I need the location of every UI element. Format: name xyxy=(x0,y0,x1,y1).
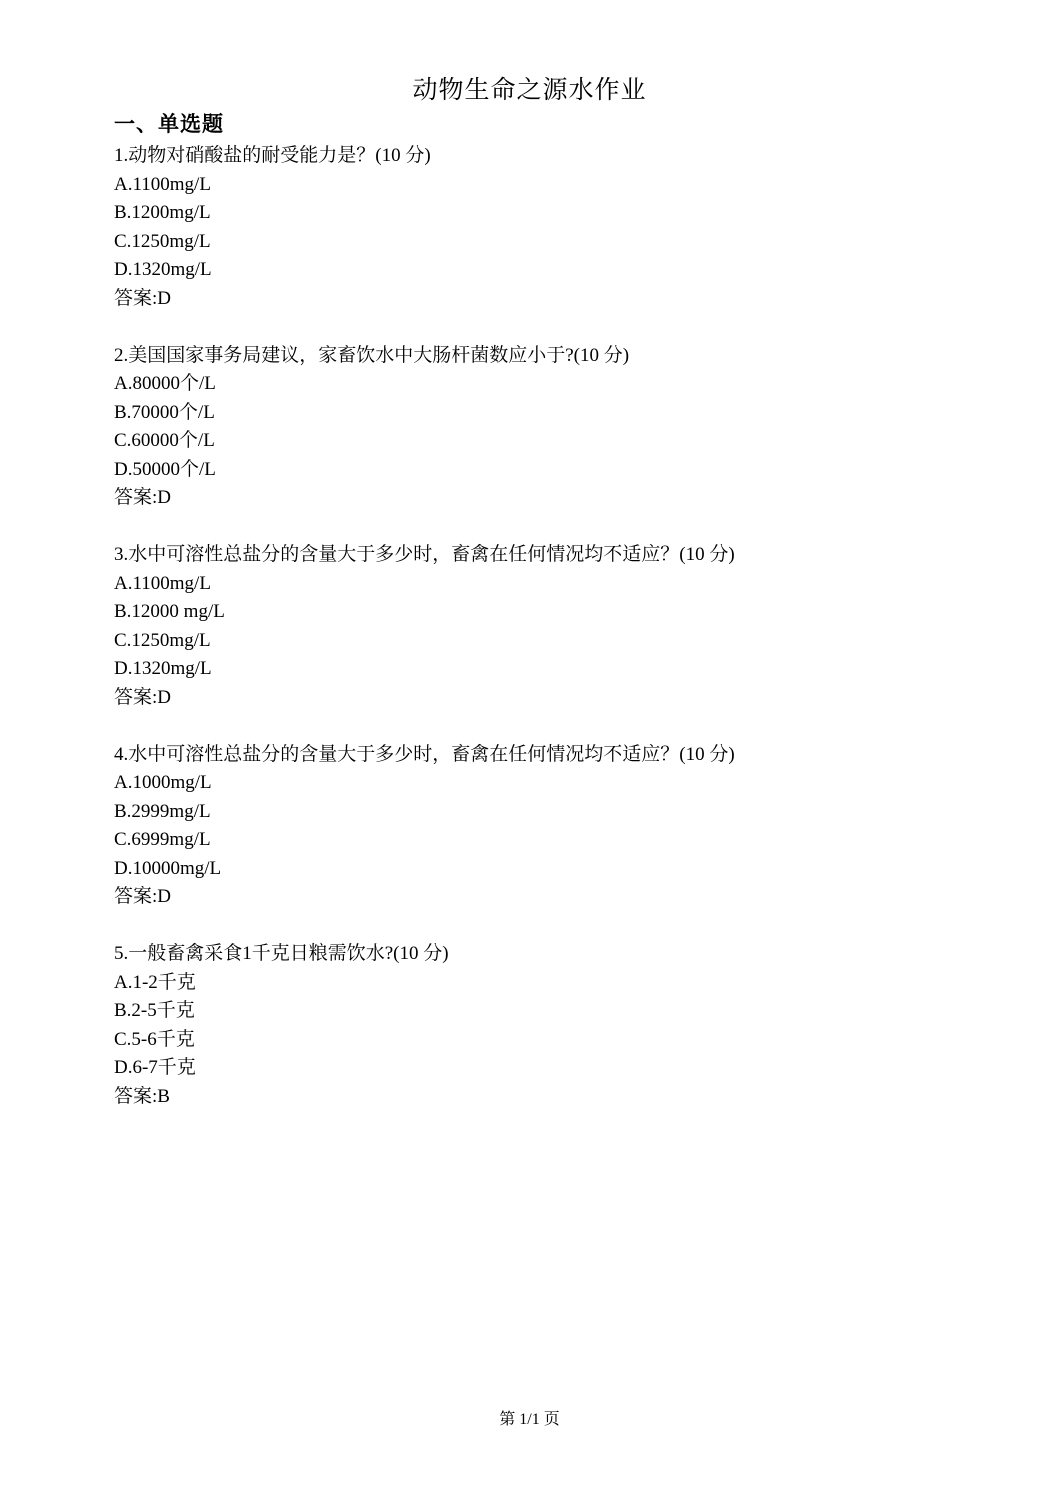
option-c: C.5-6千克 xyxy=(114,1028,195,1050)
option-d: D.50000个/L xyxy=(114,458,216,480)
option-a: A.1000mg/L xyxy=(114,772,212,793)
page-footer: 第 1/1 页 xyxy=(499,1411,560,1428)
option-c: C.1250mg/L xyxy=(114,230,211,252)
page-title: 动物生命之源水作业 xyxy=(412,75,647,104)
question-list xyxy=(114,142,944,1140)
option-d: D.1320mg/L xyxy=(114,259,212,280)
question-2 xyxy=(114,342,944,513)
option-d: D.10000mg/L xyxy=(114,857,222,879)
answer-line: 答案:D xyxy=(114,287,172,309)
question-3 xyxy=(114,541,944,712)
option-d: D.6-7千克 xyxy=(114,1057,196,1078)
question-stem: 1.动物对硝酸盐的耐受能力是？(10 分) xyxy=(114,145,431,166)
option-a: A.1-2千克 xyxy=(114,971,196,993)
option-b: B.2-5千克 xyxy=(114,1000,195,1021)
option-b: B.12000 mg/L xyxy=(114,601,225,622)
answer-line: 答案:D xyxy=(114,487,172,508)
option-b: B.1200mg/L xyxy=(114,202,211,223)
section-heading: 一、单选题 xyxy=(114,112,224,136)
question-stem: 3.水中可溶性总盐分的含量大于多少时，畜禽在任何情况均不适应？(10 分) xyxy=(114,544,735,565)
option-a: A.1100mg/L xyxy=(114,173,211,195)
answer-line: 答案:D xyxy=(114,886,172,907)
option-c: C.1250mg/L xyxy=(114,629,211,651)
question-4 xyxy=(114,741,944,912)
option-b: B.70000个/L xyxy=(114,401,215,423)
question-stem: 5.一般畜禽采食1千克日粮需饮水?(10 分) xyxy=(114,943,449,964)
question-5 xyxy=(114,940,944,1111)
option-c: C.6999mg/L xyxy=(114,829,211,850)
option-c: C.60000个/L xyxy=(114,430,215,451)
question-1 xyxy=(114,142,944,313)
option-a: A.1100mg/L xyxy=(114,572,211,594)
option-a: A.80000个/L xyxy=(114,373,216,394)
question-stem: 2.美国国家事务局建议，家畜饮水中大肠杆菌数应小于?(10 分) xyxy=(114,344,630,366)
option-b: B.2999mg/L xyxy=(114,800,211,822)
answer-line: 答案:D xyxy=(114,686,172,708)
answer-line: 答案:B xyxy=(114,1085,170,1107)
option-d: D.1320mg/L xyxy=(114,658,212,679)
question-stem: 4.水中可溶性总盐分的含量大于多少时，畜禽在任何情况均不适应？(10 分) xyxy=(114,743,735,765)
